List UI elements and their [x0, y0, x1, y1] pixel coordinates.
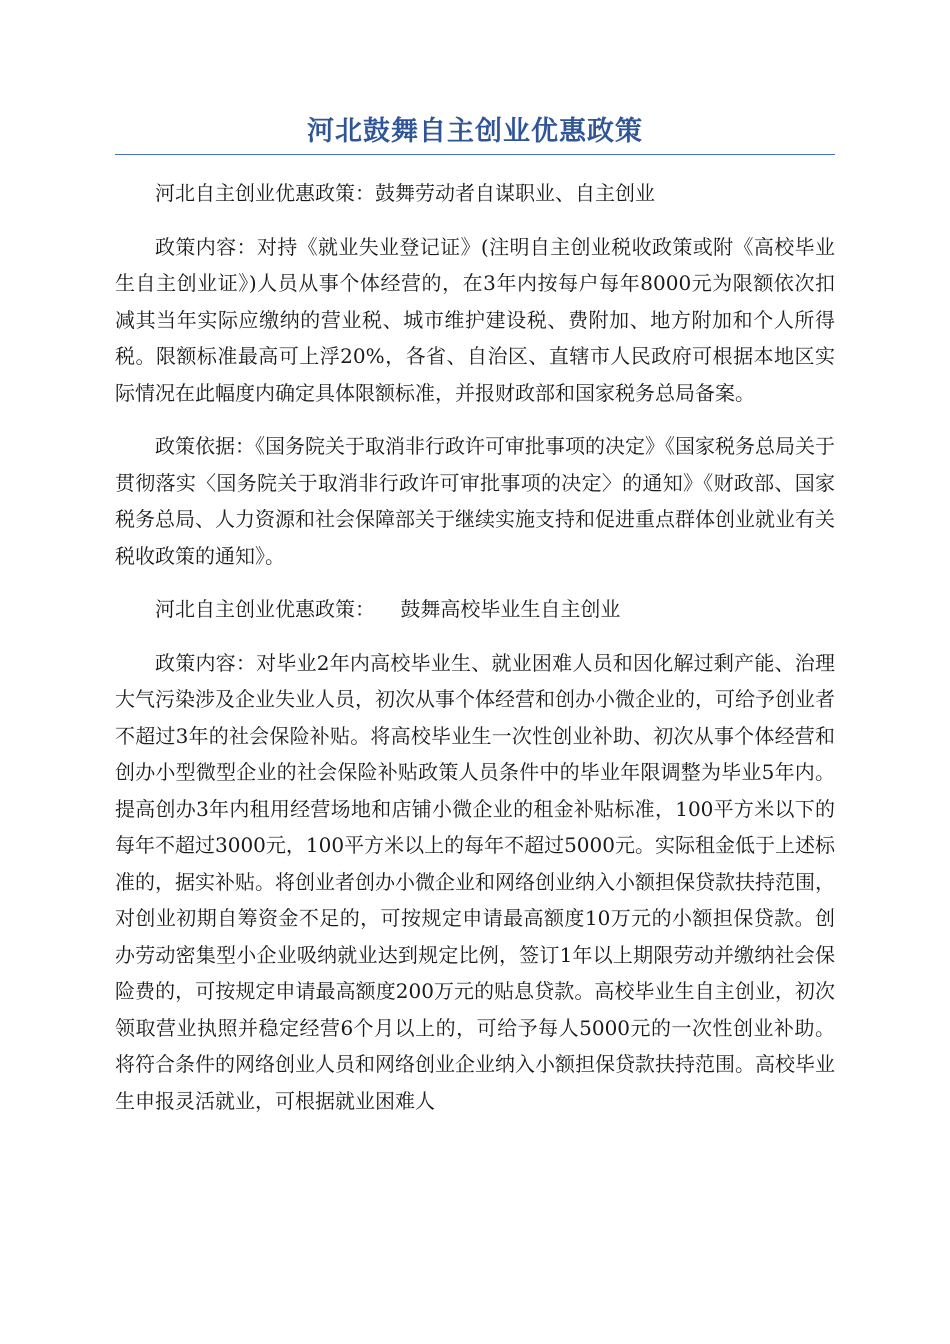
- paragraph-3: 政策依据：《国务院关于取消非行政许可审批事项的决定》《国家税务总局关于贯彻落实〈国务院关于取消非行政许可审批事项的决定〉的通知》《财政部、国家税务总局、人力资源和社会保障部关于继续实施支持和促进重点群体创业就业有关税收政策的通知》。: [115, 434, 835, 568]
- paragraph-4: 河北自主创业优惠政策： 鼓舞高校毕业生自主创业: [155, 597, 621, 621]
- paragraph-5: 政策内容：对毕业2年内高校毕业生、就业困难人员和因化解过剩产能、治理大气污染涉及企业失业人员，初次从事个体经营和创办小微企业的，可给予创业者不超过3年的社会保险补贴。将高校毕业生一次性创业补助、初次从事个体经营和创办小型微型企业的社会保险补贴政策人员条件中的毕业年限调整为毕业5年内。提高创办3年内租用经营场地和店铺小微企业的租金补贴标准，100平方米以下的每年不超过3000元，100平方米以上的每年不超过5000元。实际租金低于上述标准的，据实补贴。将创业者创办小微企业和网络创业纳入小额担保贷款扶持范围，对创业初期自筹资金不足的，可按规定申请最高额度10万元的小额担保贷款。创办劳动密集型小企业吸纳就业达到规定比例，签订1年以上期限劳动并缴纳社会保险费的，可按规定申请最高额度200万元的贴息贷款。高校毕业生自主创业，初次领取营业执照并稳定经营6个月以上的，可给予每人5000元的一次性创业补助。将符合条件的网络创业人员和网络创业企业纳入小额担保贷款扶持范围。高校毕业生申报灵活就业，可根据就业困难人: [115, 650, 835, 1113]
- paragraph-1: 河北自主创业优惠政策：鼓舞劳动者自谋职业、自主创业: [155, 181, 655, 205]
- paragraph-2: 政策内容：对持《就业失业登记证》(注明自主创业税收政策或附《高校毕业生自主创业证》)人员从事个体经营的，在3年内按每户每年8000元为限额依次扣减其当年实际应缴纳的营业税、城市维护建设税、费附加、地方附加和个人所得税。限额标准最高可上浮20%，各省、自治区、直辖市人民政府可根据本地区实际情况在此幅度内确定具体限额标准，并报财政部和国家税务总局备案。: [115, 234, 835, 405]
- document-body: [115, 175, 835, 1119]
- document-title: 河北鼓舞自主创业优惠政策: [115, 112, 835, 155]
